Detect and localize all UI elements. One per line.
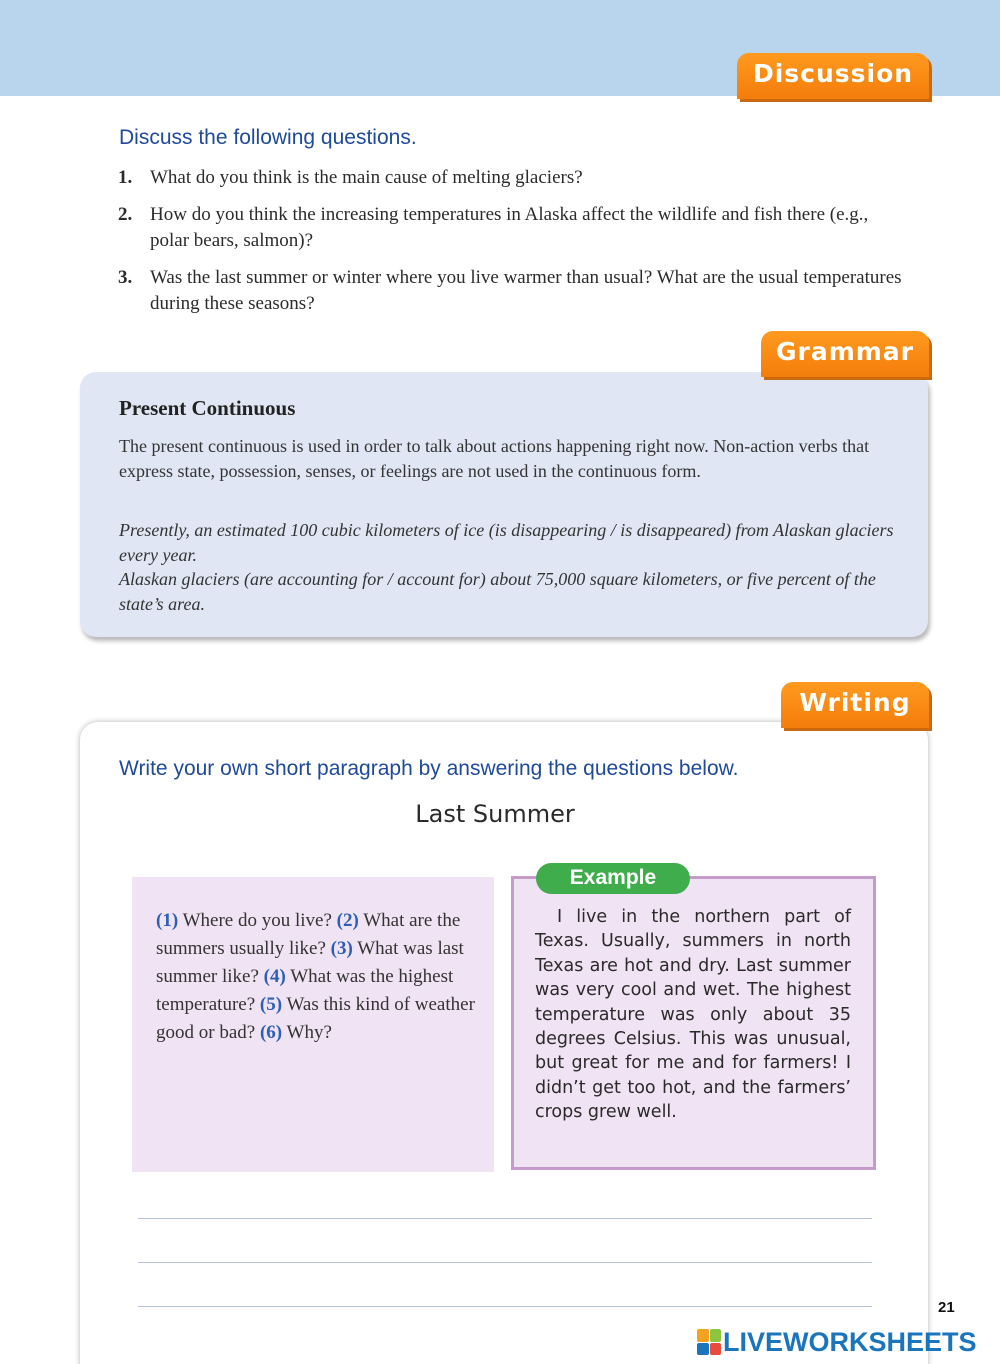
- logo-square: [710, 1329, 722, 1342]
- prompt-number: (3): [330, 938, 353, 959]
- watermark-text: LIVEWORKSHEETS: [723, 1326, 977, 1357]
- prompt-question: What are the summers usually like?: [156, 910, 461, 959]
- grammar-tab: Grammar: [761, 331, 929, 377]
- logo-square: [697, 1329, 709, 1342]
- prompt-number: (4): [263, 966, 286, 987]
- question-number: 2.: [118, 204, 133, 225]
- prompt-number: (2): [336, 910, 359, 931]
- logo-square: [697, 1343, 709, 1356]
- writing-tab: Writing: [781, 682, 929, 728]
- writing-line[interactable]: [138, 1262, 872, 1263]
- prompt-question: Why?: [286, 1022, 332, 1043]
- prompt-question: What was last summer like?: [156, 938, 464, 987]
- discussion-heading: Discuss the following questions.: [119, 126, 417, 149]
- question-number: 1.: [118, 167, 133, 188]
- writing-line[interactable]: [138, 1218, 872, 1219]
- question-number: 3.: [118, 267, 133, 288]
- prompt-question: What was the highest temperature?: [156, 966, 454, 1015]
- paragraph-title: Last Summer: [415, 800, 575, 828]
- example-paragraph: I live in the northern part of Texas. Usually, summers in north Texas are hot and dry. Last summer was very cool and wet. The highest temperature was only about 35 degrees Celsius. This was unusual, but great for me and for farmers! I didn’t get too hot, and the farmers’ crops grew well.: [535, 907, 851, 1123]
- watermark: [697, 1327, 977, 1357]
- liveworksheets-logo-icon: [697, 1329, 721, 1355]
- discussion-tab: Discussion: [737, 53, 929, 99]
- question-text: How do you think the increasing temperatures in Alaska affect the wildlife and fish there (e.g., polar bears, salmon)?: [150, 204, 869, 251]
- discussion-questions: [118, 165, 908, 328]
- grammar-example: Presently, an estimated 100 cubic kilometers of ice (is disappearing / is disappeared) from Alaskan glaciers every year.: [119, 520, 894, 565]
- prompt-number: (5): [259, 994, 283, 1015]
- question-text: Was the last summer or winter where you live warmer than usual? What are the usual temperatures during these seasons?: [150, 267, 902, 314]
- grammar-title: Present Continuous: [119, 396, 296, 420]
- question-item: [118, 202, 908, 254]
- page-number: 21: [938, 1299, 955, 1316]
- writing-heading: Write your own short paragraph by answering the questions below.: [119, 757, 739, 780]
- prompt-question: Was this kind of weather good or bad?: [156, 994, 475, 1043]
- grammar-explanation: The present continuous is used in order to talk about actions happening right now. Non-action verbs that express state, possession, senses, or feelings are not used in the continuous form.: [119, 436, 870, 481]
- writing-line[interactable]: [138, 1306, 872, 1307]
- question-item: [118, 265, 908, 317]
- question-text: What do you think is the main cause of melting glaciers?: [150, 167, 583, 188]
- prompt-questions: [156, 907, 476, 1047]
- prompt-question: Where do you live?: [182, 910, 332, 931]
- logo-square: [710, 1343, 722, 1356]
- grammar-example: Alaskan glaciers (are accounting for / account for) about 75,000 square kilometers, or five percent of the state’s area.: [119, 569, 876, 614]
- prompt-number: (6): [259, 1022, 283, 1043]
- prompt-number: (1): [156, 910, 179, 931]
- grammar-examples: [119, 518, 899, 616]
- example-label: Example: [536, 863, 690, 894]
- question-item: [118, 165, 908, 191]
